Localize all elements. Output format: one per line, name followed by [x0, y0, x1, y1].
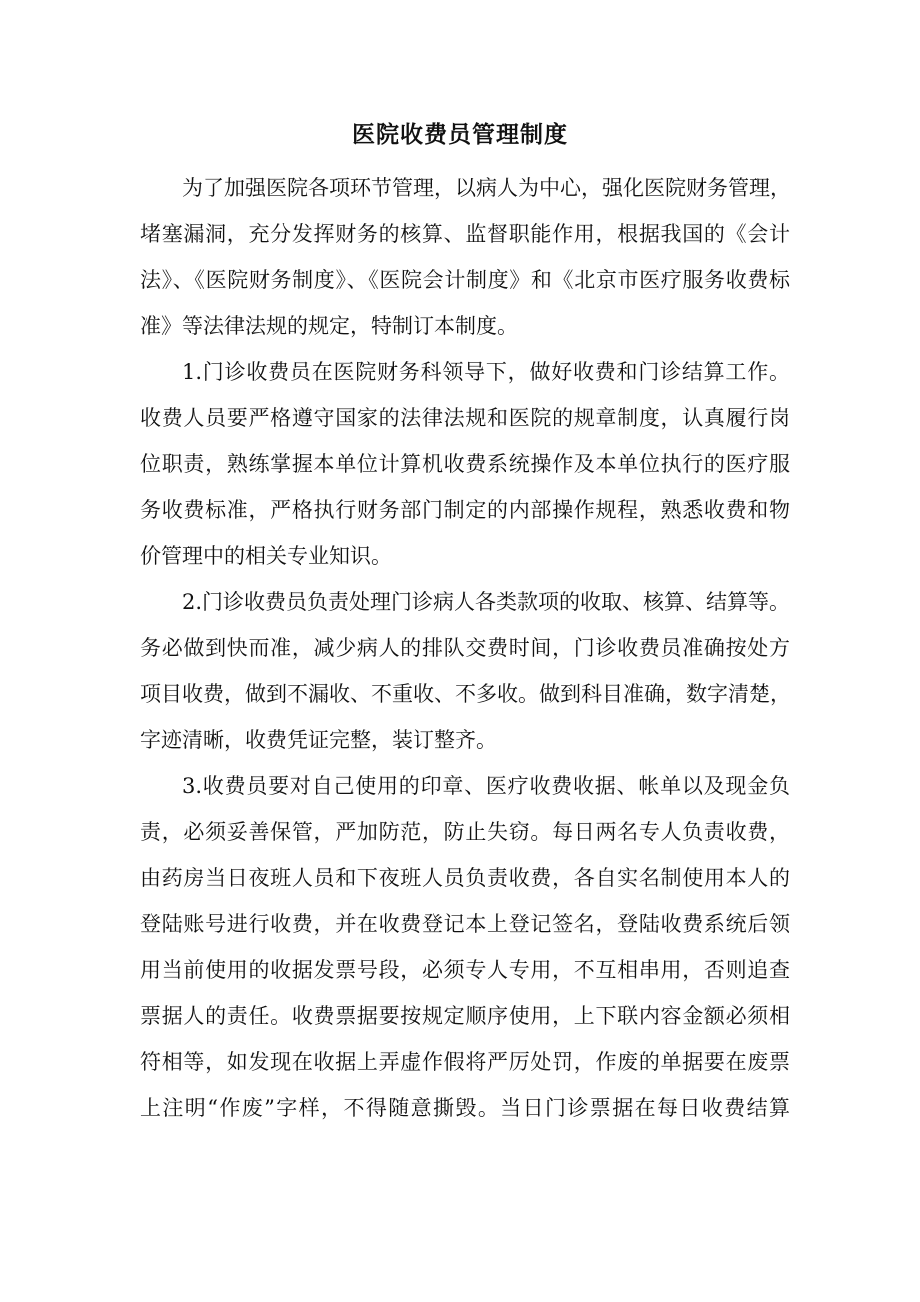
paragraph-line: 票据人的责任。收费票据要按规定顺序使用，上下联内容金额必须相 — [140, 1004, 790, 1028]
paragraph-line: 务收费标准，严格执行财务部门制定的内部操作规程，熟悉收费和物 — [140, 498, 790, 522]
paragraph-line: 符相等，如发现在收据上弄虚作假将严厉处罚，作废的单据要在废票 — [140, 1050, 790, 1074]
paragraph-line: 项目收费，做到不漏收、不重收、不多收。做到科目准确，数字清楚， — [140, 682, 791, 706]
paragraph-line: 3.收费员要对自己使用的印章、医疗收费收据、帐单以及现金负 — [182, 774, 790, 798]
paragraph-line: 登陆账号进行收费，并在收费登记本上登记签名，登陆收费系统后领 — [140, 912, 790, 936]
paragraph-line: 价管理中的相关专业知识。 — [140, 544, 392, 568]
paragraph-line: 法》、《医院财务制度》、《医院会计制度》和《北京市医疗服务收费标 — [140, 268, 790, 292]
paragraph-item-2 — [140, 579, 790, 763]
paragraph-line: 务必做到快而准，减少病人的排队交费时间，门诊收费员准确按处方 — [140, 636, 790, 660]
document-body — [140, 165, 790, 1131]
paragraph-line: 1.门诊收费员在医院财务科领导下，做好收费和门诊结算工作。 — [182, 360, 790, 384]
paragraph-line: 2.门诊收费员负责处理门诊病人各类款项的收取、核算、结算等。 — [182, 590, 791, 614]
paragraph-line: 上注明“作废”字样，不得随意撕毁。当日门诊票据在每日收费结算 — [140, 1096, 790, 1120]
paragraph-line: 由药房当日夜班人员和下夜班人员负责收费，各自实名制使用本人的 — [140, 866, 790, 890]
paragraph-item-3 — [140, 763, 790, 1131]
paragraph-line: 为了加强医院各项环节管理，以病人为中心，强化医院财务管理， — [182, 176, 791, 200]
paragraph-intro — [140, 165, 790, 349]
paragraph-line: 字迹清晰，收费凭证完整，装订整齐。 — [140, 728, 497, 752]
paragraph-line: 用当前使用的收据发票号段，必须专人专用，不互相串用，否则追查 — [140, 958, 790, 982]
paragraph-item-1 — [140, 349, 790, 579]
paragraph-line: 堵塞漏洞，充分发挥财务的核算、监督职能作用，根据我国的《会计 — [140, 222, 790, 246]
paragraph-line: 责，必须妥善保管，严加防范，防止失窃。每日两名专人负责收费， — [140, 820, 790, 844]
document-title: 医院收费员管理制度 — [352, 121, 568, 148]
paragraph-line: 准》等法律法规的规定，特制订本制度。 — [140, 314, 518, 338]
paragraph-line: 位职责，熟练掌握本单位计算机收费系统操作及本单位执行的医疗服 — [140, 452, 790, 476]
paragraph-line: 收费人员要严格遵守国家的法律法规和医院的规章制度，认真履行岗 — [140, 406, 790, 430]
